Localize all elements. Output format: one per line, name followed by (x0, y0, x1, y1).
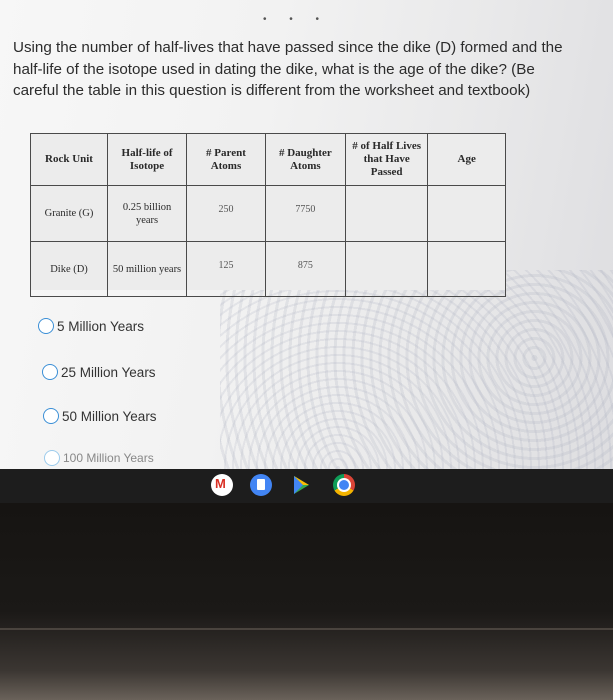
rock-data-table-image (30, 133, 506, 290)
answer-option-label: 25 Million Years (61, 364, 156, 380)
cell-parent-atoms: 250 (218, 204, 234, 215)
header-half-life: Half-life of Isotope (108, 134, 187, 186)
answer-option-label: 100 Million Years (63, 451, 154, 465)
cell-rock-unit: Granite (G) (31, 186, 108, 242)
header-daughter-atoms: # Daughter Atoms (265, 134, 345, 186)
table-row (31, 186, 506, 242)
radio-button[interactable] (44, 450, 60, 466)
answer-option-label: 50 Million Years (62, 408, 157, 424)
radio-button[interactable] (43, 408, 59, 424)
loading-dots: • • • (263, 14, 330, 25)
moire-pattern (220, 270, 613, 490)
cell-rock-unit: Dike (D) (31, 242, 108, 297)
monitor-bezel (0, 503, 613, 700)
question-text: Using the number of half-lives that have passed since the dike (D) formed and the half-life of the isotope used in dating the dike, what is the age of the dike? (Be careful the table in this question is different from the worksheet and textbook) (13, 39, 563, 99)
header-rock-unit: Rock Unit (31, 134, 108, 186)
answer-option-100-million[interactable] (44, 450, 154, 466)
gmail-icon[interactable] (211, 474, 233, 496)
radio-button[interactable] (42, 364, 58, 380)
rock-data-table (30, 133, 506, 297)
cell-daughter-atoms: 875 (297, 259, 313, 271)
answer-option-label: 5 Million Years (57, 318, 145, 334)
play-store-icon[interactable] (290, 474, 312, 496)
desk-edge (0, 628, 613, 630)
google-docs-icon[interactable] (250, 474, 272, 496)
cell-daughter-atoms: 7750 (295, 204, 316, 215)
cell-half-life: 50 million years (108, 242, 187, 297)
cell-half-lives (345, 186, 427, 242)
header-half-lives-passed: # of Half Lives that Have Passed (345, 134, 427, 186)
chrome-icon[interactable] (333, 474, 355, 496)
cell-half-lives (345, 242, 427, 297)
header-parent-atoms: # Parent Atoms (187, 134, 266, 186)
answer-option-50-million[interactable] (43, 408, 157, 424)
header-age: Age (428, 134, 506, 186)
answer-option-25-million[interactable] (42, 364, 156, 380)
radio-button[interactable] (38, 318, 54, 334)
cell-age (428, 242, 506, 297)
cell-age (428, 186, 506, 242)
table-row (31, 242, 506, 297)
answer-option-5-million[interactable] (38, 318, 144, 334)
cell-parent-atoms: 125 (218, 259, 234, 271)
cell-half-life: 0.25 billion years (108, 186, 187, 242)
